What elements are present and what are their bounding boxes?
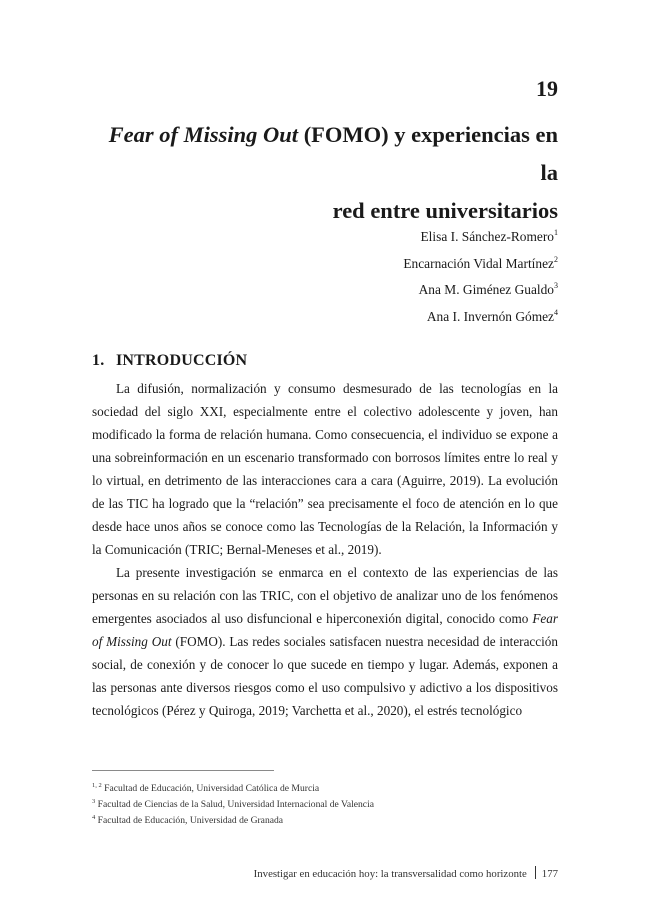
section-number: 1. — [92, 352, 105, 369]
footnote-text: Facultad de Ciencias de la Salud, Universidad Internacional de Valencia — [95, 798, 374, 810]
section-title: INTRODUCCIÓN — [116, 352, 248, 369]
paragraph-italic-term: Fear of Missing Out — [92, 611, 558, 649]
author — [403, 275, 558, 302]
footnote-mark: 4 — [92, 813, 96, 821]
footer-book-title: Investigar en educación hoy: la transversalidad como horizonte — [253, 868, 527, 880]
author-mark: 4 — [554, 307, 558, 317]
author — [403, 222, 558, 249]
paragraph-text: (FOMO). Las redes sociales satisfacen nuestra necesidad de interacción social, de conexión y de conocer lo que sucede en tiempo y lugar. Además, exponen a las personas ante diversos riesgos como el uso compulsivo y adictivo a los dispositivos tecnológicos (Pérez y Quiroga, 2019; Varchetta et al., 2020), el estrés tecnológico — [92, 634, 558, 718]
author-mark: 1 — [554, 228, 558, 237]
footnote — [92, 812, 374, 828]
author-list — [403, 222, 558, 328]
author-name: Ana I. Invernón Gómez — [426, 308, 554, 324]
footnote-text: Facultad de Educación, Universidad Católica de Murcia — [101, 783, 320, 794]
author — [403, 302, 558, 329]
footer-separator — [535, 866, 536, 879]
footnote — [92, 780, 374, 796]
author-name: Elisa I. Sánchez-Romero — [420, 229, 554, 244]
footnote-text: Facultad de Educación, Universidad de Granada — [95, 814, 284, 826]
section-heading — [92, 352, 247, 370]
paragraph-text: La presente investigación se enmarca en el contexto de las experiencias de las personas en su relación con las TRIC, con el objetivo de analizar uno de los fenómenos emergentes asociados al uso disfuncional e hiperconexión digital, conocido como — [92, 565, 558, 626]
author-name: Ana M. Giménez Gualdo — [418, 282, 554, 297]
author-mark: 3 — [554, 281, 558, 290]
page-footer — [254, 866, 558, 880]
paragraph — [92, 561, 558, 722]
footnote-mark: 3 — [92, 797, 96, 805]
author — [403, 249, 558, 276]
author-name: Encarnación Vidal Martínez — [403, 255, 554, 271]
title-line2: red entre universitarios — [332, 198, 558, 223]
body-text — [92, 377, 558, 722]
title-line1-rest: (FOMO) y experiencias en la — [298, 122, 558, 185]
author-mark: 2 — [554, 254, 558, 264]
title-italic-part: Fear of Missing Out — [108, 122, 299, 147]
chapter-title — [92, 116, 558, 230]
page-number: 177 — [541, 868, 558, 880]
footnote-divider — [92, 770, 274, 771]
footnote — [92, 796, 374, 812]
footnotes — [92, 780, 374, 827]
chapter-number: 19 — [536, 76, 558, 101]
footnote-mark: 1, 2 — [92, 782, 102, 789]
paragraph: La difusión, normalización y consumo desmesurado de las tecnologías en la sociedad del siglo XXI, especialmente entre el colectivo adolescente y joven, han modificado la forma de relación humana. Como consecuencia, el individuo se expone a una sobreinformación en un escenario transformado con borrosos límites entre lo real y lo virtual, en detrimento de las interacciones cara a cara (Aguirre, 2019). La evolución de las TIC ha logrado que la “relación” sea precisamente el foco de atención en lo que desde hace unos años se conoce como las Tecnologías de la Relación, la Información y la Comunicación (TRIC; Bernal-Meneses et al., 2019). — [92, 381, 558, 557]
